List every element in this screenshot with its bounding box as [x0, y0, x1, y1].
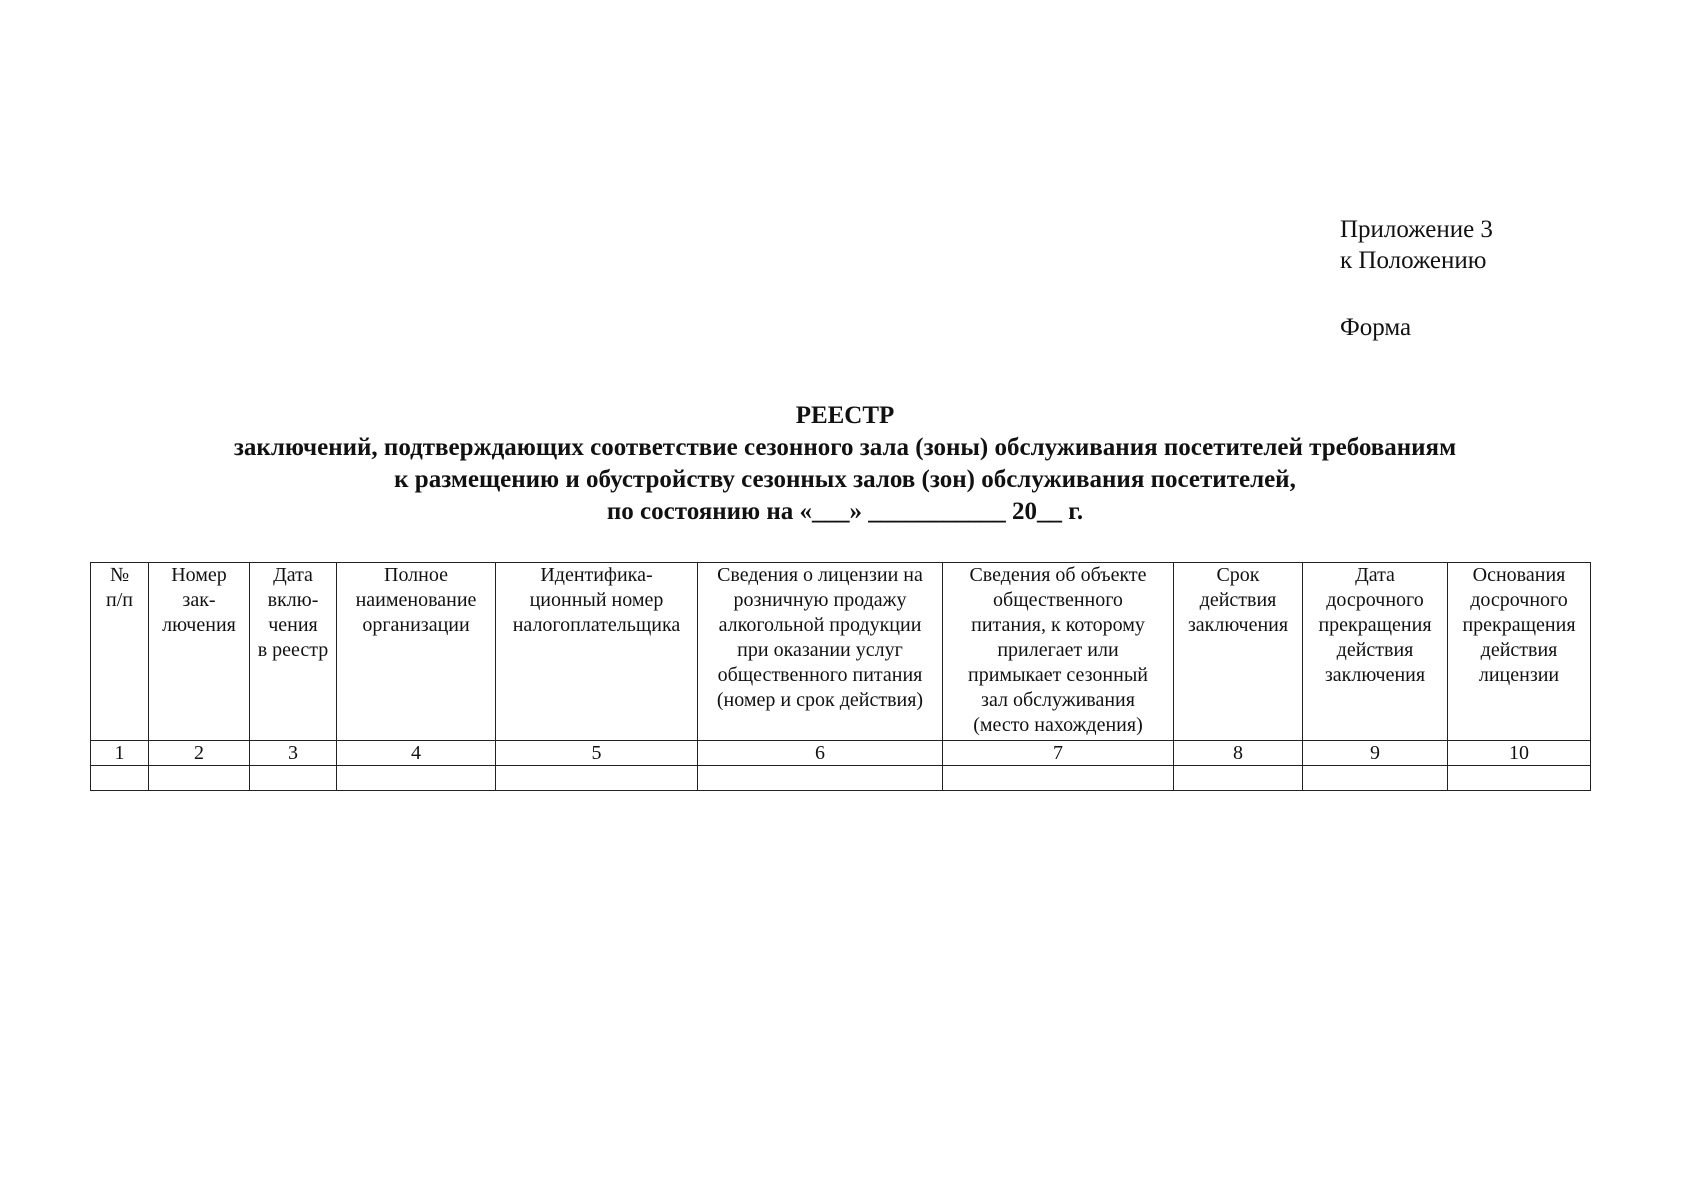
- header-text: Сведения о лицензии на розничную продажу алкогольной продукции при оказании услуг общественного питания (номер и срок действия): [716, 564, 924, 711]
- header-cell-conclusion-number: [149, 563, 250, 741]
- header-text: Основания досрочного прекращения действия лицензии: [1462, 564, 1576, 686]
- column-number: 10: [1448, 741, 1591, 766]
- title-main: РЕЕСТР: [795, 402, 895, 429]
- header-text: Сведения об объекте общественного питания, к которому прилегает или примыкает сезонный зал обслуживания (место нахождения): [968, 564, 1148, 736]
- registry-table: [90, 562, 1591, 791]
- header-cell-license-info: [698, 563, 943, 741]
- empty-cell: [1448, 766, 1591, 791]
- header-cell-early-termination-grounds: [1448, 563, 1591, 741]
- header-text: № п/п: [106, 564, 133, 611]
- header-text: Полное наименование организации: [355, 564, 477, 636]
- header-text: Срок действия заключения: [1187, 564, 1289, 636]
- column-number: 9: [1303, 741, 1448, 766]
- empty-cell: [1174, 766, 1303, 791]
- column-number: 8: [1174, 741, 1303, 766]
- document-title: [90, 400, 1600, 528]
- empty-cell: [698, 766, 943, 791]
- column-number: 1: [91, 741, 149, 766]
- empty-cell: [943, 766, 1174, 791]
- header-cell-early-termination-date: [1303, 563, 1448, 741]
- empty-cell: [91, 766, 149, 791]
- title-subtitle-line-1: заключений, подтверждающих соответствие сезонного зала (зоны) обслуживания посетителей требованиям: [233, 434, 1457, 461]
- empty-cell: [337, 766, 496, 791]
- form-label: Форма: [1340, 314, 1412, 341]
- header-text: Идентифика- ционный номер налогоплательщика: [512, 564, 681, 636]
- header-cell-catering-object-info: [943, 563, 1174, 741]
- title-subtitle-line-2: к размещению и обустройству сезонных залов (зон) обслуживания посетителей,: [394, 466, 1296, 493]
- header-cell-row-number: [91, 563, 149, 741]
- header-cell-inclusion-date: [250, 563, 337, 741]
- empty-cell: [496, 766, 698, 791]
- title-date-line: по состоянию на «___» ___________ 20__ г.: [606, 498, 1084, 525]
- column-number: 7: [943, 741, 1174, 766]
- header-cell-organization-name: [337, 563, 496, 741]
- empty-cell: [149, 766, 250, 791]
- header-text: Дата досрочного прекращения действия заключения: [1318, 564, 1432, 686]
- empty-cell: [250, 766, 337, 791]
- header-cell-validity-period: [1174, 563, 1303, 741]
- column-number: 2: [149, 741, 250, 766]
- column-number: 6: [698, 741, 943, 766]
- column-number: 3: [250, 741, 337, 766]
- column-number: 5: [496, 741, 698, 766]
- table-row: [91, 766, 1591, 791]
- empty-cell: [1303, 766, 1448, 791]
- appendix-reference: [1340, 214, 1493, 276]
- column-number: 4: [337, 741, 496, 766]
- header-text: Дата вклю- чения в реестр: [257, 564, 329, 661]
- header-text: Номер зак- лючения: [162, 564, 236, 636]
- table-header-row: [91, 563, 1591, 741]
- header-cell-taxpayer-id: [496, 563, 698, 741]
- column-number-row: [91, 741, 1591, 766]
- appendix-number: Приложение 3: [1340, 216, 1493, 243]
- appendix-target: к Положению: [1340, 247, 1487, 274]
